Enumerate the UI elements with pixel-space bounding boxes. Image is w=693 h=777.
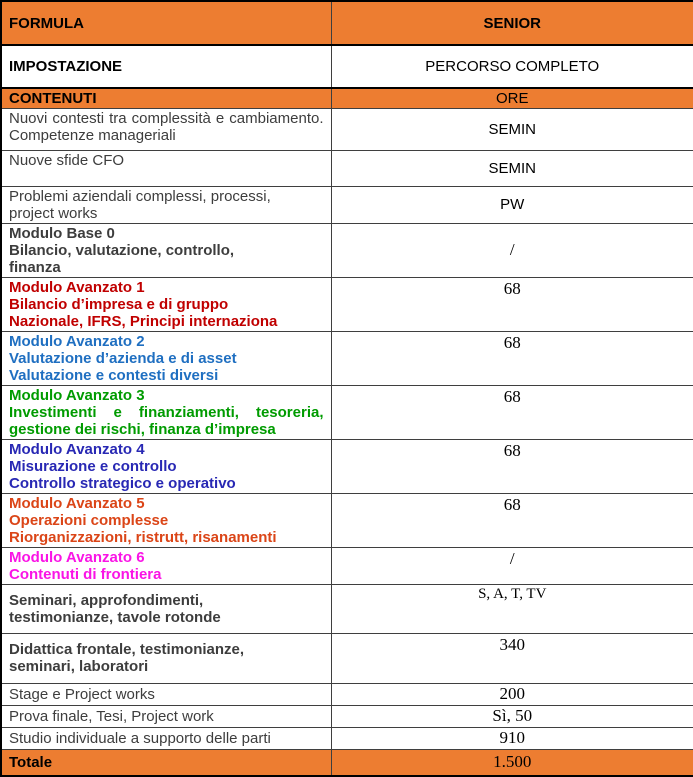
prova-finale-label-cell	[1, 705, 331, 727]
formula-header-label: FORMULA	[9, 14, 84, 32]
row-modulo-avanzato-2	[1, 331, 693, 385]
impostazione-label: IMPOSTAZIONE	[9, 58, 123, 75]
didattica-label-cell	[1, 633, 331, 683]
modulo-avanzato-1-value: 68	[503, 278, 521, 298]
studio-value: 910	[499, 728, 525, 747]
modulo-avanzato-3-line-2: Investimenti e finanziamenti, tesoreria,	[9, 403, 324, 421]
modulo-avanzato-1-line-2: Bilancio d’impresa e di gruppo	[9, 295, 229, 313]
studio-label: Studio individuale a supporto delle parti	[9, 729, 271, 747]
modulo-avanzato-3-line-3: gestione dei rischi, finanza d’impresa	[9, 420, 276, 438]
nuovi-contesti-line-2: Competenze manageriali	[9, 126, 176, 144]
modulo-avanzato-4-line-2: Misurazione e controllo	[9, 457, 177, 475]
row-stage	[1, 683, 693, 705]
senior-header-label: SENIOR	[483, 14, 541, 32]
header-senior-cell	[331, 1, 693, 45]
nuove-sfide-label: Nuove sfide CFO	[9, 151, 125, 169]
row-contenuti	[1, 88, 693, 108]
modulo-avanzato-6-line-2: Contenuti di frontiera	[9, 565, 162, 583]
problemi-value: PW	[500, 196, 525, 213]
modulo-base-0-label-cell	[1, 223, 331, 277]
modulo-base-0-line-2: Bilancio, valutazione, controllo,	[9, 241, 235, 259]
modulo-avanzato-3-label-cell	[1, 385, 331, 439]
nuove-sfide-value: SEMIN	[488, 159, 536, 177]
studio-value-cell	[331, 727, 693, 749]
modulo-avanzato-4-line-3: Controllo strategico e operativo	[9, 474, 236, 492]
modulo-avanzato-2-line-2: Valutazione d’azienda e di asset	[9, 349, 237, 367]
modulo-avanzato-6-value: /	[509, 548, 515, 568]
modulo-avanzato-5-line-3: Riorganizzazioni, ristrutt, risanamenti	[9, 528, 277, 546]
modulo-avanzato-5-label-cell	[1, 493, 331, 547]
impostazione-label-cell	[1, 45, 331, 88]
seminari-value: S, A, T, TV	[478, 585, 547, 602]
modulo-avanzato-3-value-cell	[331, 385, 693, 439]
modulo-avanzato-1-label-cell	[1, 277, 331, 331]
totale-value: 1.500	[493, 752, 532, 772]
didattica-value: 340	[499, 634, 525, 654]
studio-label-cell	[1, 727, 331, 749]
stage-value-cell	[331, 683, 693, 705]
nuovi-contesti-value-cell	[331, 108, 693, 150]
modulo-base-0-value-cell	[331, 223, 693, 277]
modulo-base-0-line-1: Modulo Base 0	[9, 224, 115, 242]
row-nuove-sfide	[1, 150, 693, 186]
row-impostazione	[1, 45, 693, 88]
problemi-value-cell	[331, 186, 693, 223]
modulo-avanzato-6-value-cell	[331, 547, 693, 584]
seminari-value-cell	[331, 584, 693, 633]
modulo-avanzato-2-line-3: Valutazione e contesti diversi	[9, 366, 219, 384]
stage-label: Stage e Project works	[9, 685, 155, 703]
row-modulo-avanzato-6	[1, 547, 693, 584]
row-didattica	[1, 633, 693, 683]
totale-value-cell	[331, 749, 693, 776]
contenuti-label-cell	[1, 88, 331, 108]
problemi-label-cell	[1, 186, 331, 223]
modulo-base-0-value: /	[509, 240, 515, 259]
modulo-avanzato-6-line-1: Modulo Avanzato 6	[9, 548, 145, 566]
seminari-line-2: testimonianze, tavole rotonde	[9, 608, 221, 626]
modulo-avanzato-2-value: 68	[503, 332, 521, 352]
nuovi-contesti-value: SEMIN	[488, 120, 536, 138]
row-modulo-base-0	[1, 223, 693, 277]
stage-value: 200	[499, 684, 525, 703]
impostazione-value: PERCORSO COMPLETO	[425, 58, 600, 75]
nuove-sfide-label-cell	[1, 150, 331, 186]
modulo-avanzato-2-line-1: Modulo Avanzato 2	[9, 332, 145, 350]
modulo-avanzato-2-label-cell	[1, 331, 331, 385]
totale-label-cell	[1, 749, 331, 776]
row-modulo-avanzato-3	[1, 385, 693, 439]
row-modulo-avanzato-5	[1, 493, 693, 547]
row-modulo-avanzato-1	[1, 277, 693, 331]
modulo-avanzato-6-label-cell	[1, 547, 331, 584]
prova-finale-label: Prova finale, Tesi, Project work	[9, 707, 214, 725]
modulo-avanzato-4-value-cell	[331, 439, 693, 493]
modulo-avanzato-3-line-1: Modulo Avanzato 3	[9, 386, 145, 404]
modulo-avanzato-5-line-2: Operazioni complesse	[9, 511, 169, 529]
nuovi-contesti-label-cell	[1, 108, 331, 150]
nuovi-contesti-line-1: Nuovi contesti tra complessità e cambiamento.	[9, 109, 324, 127]
modulo-avanzato-5-line-1: Modulo Avanzato 5	[9, 494, 145, 512]
modulo-avanzato-5-value: 68	[503, 494, 521, 514]
modulo-avanzato-4-value: 68	[503, 440, 521, 460]
header-formula-cell	[1, 1, 331, 45]
impostazione-value-cell	[331, 45, 693, 88]
modulo-avanzato-1-value-cell	[331, 277, 693, 331]
problemi-line-2: project works	[9, 204, 98, 222]
prova-finale-value: Sì, 50	[492, 706, 533, 725]
seminari-line-1: Seminari, approfondimenti,	[9, 591, 204, 609]
modulo-avanzato-4-label-cell	[1, 439, 331, 493]
modulo-avanzato-5-value-cell	[331, 493, 693, 547]
modulo-avanzato-1-line-1: Modulo Avanzato 1	[9, 278, 145, 296]
row-prova-finale	[1, 705, 693, 727]
problemi-line-1: Problemi aziendali complessi, processi,	[9, 187, 271, 205]
row-problemi	[1, 186, 693, 223]
stage-label-cell	[1, 683, 331, 705]
row-modulo-avanzato-4	[1, 439, 693, 493]
seminari-label-cell	[1, 584, 331, 633]
ore-label: ORE	[495, 89, 529, 107]
row-studio-individuale	[1, 727, 693, 749]
contenuti-label: CONTENUTI	[9, 89, 97, 107]
modulo-base-0-line-3: finanza	[9, 258, 61, 276]
ore-label-cell	[331, 88, 693, 108]
totale-label: Totale	[9, 753, 53, 771]
modulo-avanzato-4-line-1: Modulo Avanzato 4	[9, 440, 145, 458]
row-seminari	[1, 584, 693, 633]
didattica-line-2: seminari, laboratori	[9, 658, 149, 675]
didattica-value-cell	[331, 633, 693, 683]
modulo-avanzato-2-value-cell	[331, 331, 693, 385]
prova-finale-value-cell	[331, 705, 693, 727]
didattica-line-1: Didattica frontale, testimonianze,	[9, 641, 245, 658]
modulo-avanzato-3-value: 68	[503, 386, 521, 406]
nuove-sfide-value-cell	[331, 150, 693, 186]
header-row	[1, 1, 693, 45]
modulo-avanzato-1-line-3: Nazionale, IFRS, Principi internaziona	[9, 312, 278, 330]
row-totale	[1, 749, 693, 776]
row-nuovi-contesti	[1, 108, 693, 150]
